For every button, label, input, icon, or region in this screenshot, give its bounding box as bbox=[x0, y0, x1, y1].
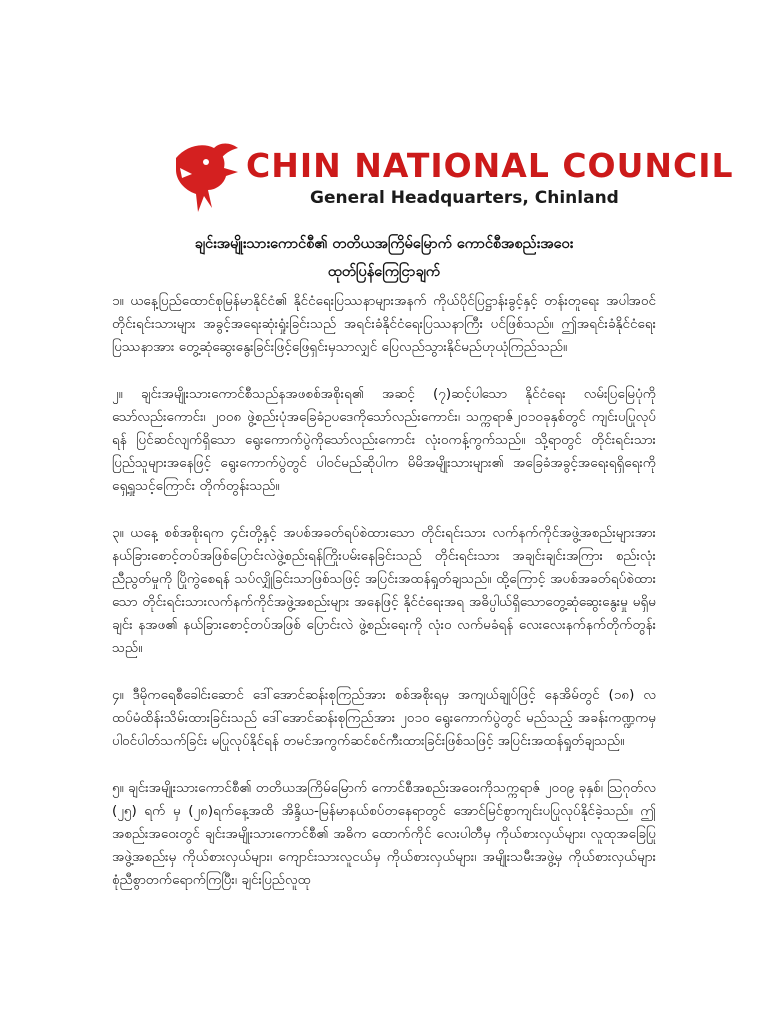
letterhead bbox=[168, 138, 734, 218]
heading-line-1: ချင်းအမျိုးသားကောင်စီ၏ တတိယအကြိမ်မြောက် ကောင်စီအစည်းအဝေး bbox=[194, 236, 574, 252]
paragraph-2: ၂။ ချင်းအမျိုးသားကောင်စီသည်နအဖစစ်အစိုးရ၏ အဆင့် (၇)ဆင့်ပါသော နိုင်ငံရေး လမ်းပြမြေပုံကိုသော်လည်းကောင်း၊ ၂၀၀၈ ဖွဲ့စည်းပုံအခြေခံဥပဒေကိုသော်လည်းကောင်း၊ သက္ကရာဇ်၂၀၁၀ခုနှစ်တွင် ကျင်းပပြုလုပ်ရန် ပြင်ဆင်လျက်ရှိသော ရွေးကောက်ပွဲကိုသော်လည်းကောင်း လုံးဝကန့်ကွက်သည်။ သို့ရာတွင် တိုင်းရင်းသား ပြည်သူများအနေဖြင့် ရွေးကောက်ပွဲတွင် ပါဝင်မည်ဆိုပါက မိမိအမျိုးသားများ၏ အခြေခံအခွင့်အရေးရရှိရေးကိုရှေ့ရှုသင့်ကြောင်း တိုက်တွန်းသည်။ bbox=[112, 386, 656, 494]
organization-name: CHIN NATIONAL COUNCIL bbox=[246, 146, 734, 185]
statement-heading bbox=[120, 230, 648, 286]
paragraph-1: ၁။ ယနေ့ပြည်ထောင်စုမြန်မာနိုင်ငံ၏ နိုင်ငံရေးပြဿနာများအနက် ကိုယ်ပိုင်ပြဋ္ဌာန်းခွင့်နှင့် တန်းတူရေး အပါအဝင် တိုင်းရင်းသားများ အခွင့်အရေးဆုံးရှုံးခြင်းသည် အရင်းခံနိုင်ငံရေးပြဿနာကြီး ပင်ဖြစ်သည်။ ဤအရင်းခံနိုင်ငံရေးပြဿနာအား တွေ့ဆုံဆွေးနွေးခြင်းဖြင့်ဖြေရှင်းမှသာလျှင် ပြေလည်သွားနိုင်မည်ဟုယုံကြည်သည်။ bbox=[112, 293, 656, 355]
bird-logo-icon bbox=[168, 138, 248, 216]
paragraph-3: ၃။ ယနေ့ စစ်အစိုးရက ၄င်းတို့နှင့် အပစ်အခတ်ရပ်စဲထားသော တိုင်းရင်းသား လက်နက်ကိုင်အဖွဲ့အစည်းများအား နယ်ခြားစောင့်တပ်အဖြစ်ပြောင်းလဲဖွဲ့စည်းရန်ကြိုးပမ်းနေခြင်းသည် တိုင်းရင်းသား အချင်းချင်းအကြား စည်းလုံးညီညွတ်မှုကို ပြိုကွဲစေရန် သပ်လျှိုခြင်းသာဖြစ်သဖြင့် အပြင်းအထန်ရှုတ်ချသည်။ ထို့ကြောင့် အပစ်အခတ်ရပ်စဲထားသော တိုင်းရင်းသားလက်နက်ကိုင်အဖွဲ့အစည်းများ အနေဖြင့် နိုင်ငံရေးအရ အဓိပ္ပါယ်ရှိသောတွေ့ဆုံဆွေးနွေးမှု မရှိမချင်း နအဖ၏ နယ်ခြားစောင့်တပ်အဖြစ် ပြောင်းလဲ ဖွဲ့စည်းရေးကို လုံးဝ လက်မခံရန် လေးလေးနက်နက်တိုက်တွန်းသည်။ bbox=[112, 525, 656, 656]
paragraph-4: ၄။ ဒီမိုကရေစီခေါင်းဆောင် ဒေါ်အောင်ဆန်းစုကြည်အား စစ်အစိုးရမှ အကျယ်ချုပ်ဖြင့် နေအိမ်တွင် (၁၈) လ ထပ်မံထိန်းသိမ်းထားခြင်းသည် ဒေါ်အောင်ဆန်းစုကြည်အား ၂၀၁၀ ရွေးကောက်ပွဲတွင် မည်သည့် အခန်းကဏ္ဍကမှပါဝင်ပါတ်သက်ခြင်း မပြုလုပ်နိုင်ရန် တမင်အကွက်ဆင်စင်ကီးထားခြင်းဖြစ်သဖြင့် အပြင်းအထန်ရှုတ်ချသည်။ bbox=[112, 687, 656, 749]
statement-body bbox=[112, 290, 656, 916]
paragraph-5: ၅။ ချင်းအမျိုးသားကောင်စီ၏ တတိယအကြိမ်မြောက် ကောင်စီအစည်းအဝေးကိုသက္ကရာဇ် ၂၀၀၉ ခုနှစ်၊ ဩဂုတ်လ (၂၅) ရက် မှ (၂၈)ရက်နေ့အထိ အိန္ဒိယ-မြန်မာနယ်စပ်တနေရာတွင် အောင်မြင်စွာကျင်းပပြုလုပ်နိုင်ခဲ့သည်။ ဤအစည်းအဝေးတွင် ချင်းအမျိုးသားကောင်စီ၏ အဓိက ထောက်ကိုင် လေးပါတီမှ ကိုယ်စားလှယ်များ၊ လူထုအခြေပြုအဖွဲ့အစည်းမှ ကိုယ်စားလှယ်များ၊ ကျောင်းသားလူငယ်မှ ကိုယ်စားလှယ်များ၊ အမျိုးသမီးအဖွဲ့မှ ကိုယ်စားလှယ်များ စုံညီစွာတက်ရောက်ကြပြီး၊ ချင်းပြည်လူထု bbox=[112, 780, 656, 888]
heading-line-2: ထုတ်ပြန်ကြေငြာချက် bbox=[327, 264, 441, 280]
organization-subtitle: General Headquarters, Chinland bbox=[310, 188, 619, 208]
